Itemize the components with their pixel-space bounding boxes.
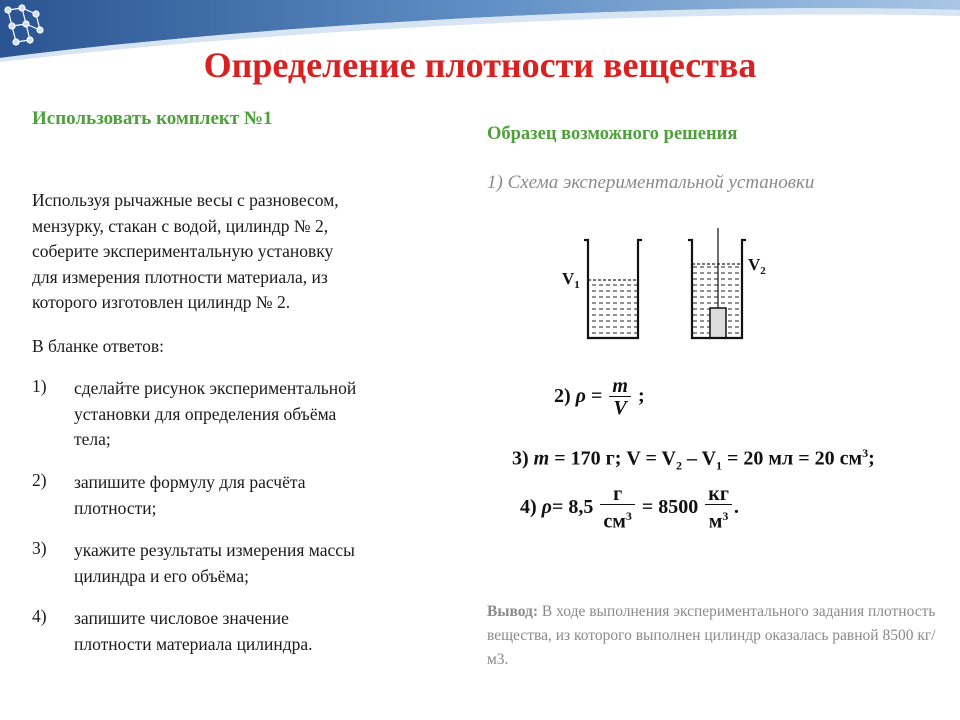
conclusion-label: Вывод:	[487, 603, 539, 620]
text: 3)	[512, 447, 534, 470]
fraction	[705, 484, 732, 533]
mass-symbol: m	[533, 447, 550, 470]
answers-intro: В бланке ответов:	[32, 336, 164, 356]
page-title: Определение плотности вещества	[203, 45, 757, 85]
item-line: запишите числовое значение	[74, 608, 289, 628]
item-line: сделайте рисунок экспериментальной	[74, 378, 357, 398]
denominator: $м^3$	[708, 509, 729, 533]
cylinder	[710, 308, 726, 338]
instruction-line: которого изготовлен цилиндр № 2.	[32, 292, 291, 312]
value: = 8,5	[551, 495, 594, 518]
instructions	[32, 188, 339, 316]
formula-number: 4)	[520, 495, 537, 518]
formula-density	[554, 376, 645, 419]
text: = 170 г; V = V	[549, 447, 676, 470]
item-number: 3)	[32, 538, 47, 558]
label-v2: $V_2$	[748, 255, 766, 277]
item-line: установки для определения объёма	[74, 403, 337, 424]
conclusion-text: В ходе выполнения экспериментального задания плотность вещества, из которого выполнен цилиндр оказалась равной 8500 кг/м3.	[487, 603, 936, 668]
item-line: укажите результаты измерения массы	[74, 540, 355, 560]
fraction	[600, 484, 635, 533]
item-number: 1)	[32, 376, 47, 396]
item-line: плотности;	[74, 497, 157, 518]
instruction-line: Используя рычажные весы с разновесом,	[32, 190, 339, 210]
subscript: 1	[716, 458, 723, 473]
list-item	[74, 470, 434, 521]
list-item	[74, 376, 434, 453]
solution-heading: Образец возможного решения	[487, 124, 738, 144]
conclusion	[487, 600, 937, 672]
instruction-line: соберите экспериментальную установку	[32, 241, 334, 261]
item-line: плотности материала цилиндра.	[74, 633, 313, 654]
numerator: m	[609, 376, 631, 397]
formula-measurements	[512, 446, 875, 474]
item-line: цилиндра и его объёма;	[74, 565, 249, 586]
list-item	[74, 538, 434, 589]
equals: =	[590, 385, 603, 408]
step1-caption: 1) Схема экспериментальной установки	[487, 172, 815, 193]
denominator: V	[613, 397, 627, 419]
formula-number: 2)	[554, 385, 571, 408]
numerator: г	[600, 484, 635, 505]
value: = 8500	[641, 495, 699, 518]
text: = 20 мл = 20 см	[722, 447, 863, 470]
beakers-diagram	[556, 228, 786, 348]
semicolon: ;	[868, 447, 875, 470]
label-v1: $V_1$	[562, 269, 580, 291]
rho-symbol: ρ	[541, 495, 552, 518]
formula-result	[520, 484, 739, 533]
item-number: 2)	[32, 470, 47, 490]
text: – V	[681, 447, 717, 470]
fraction	[609, 376, 631, 419]
rho-symbol: ρ	[575, 385, 586, 408]
kit-heading: Использовать комплект №1	[32, 108, 273, 129]
semicolon: ;	[637, 385, 645, 408]
instruction-line: для измерения плотности материала, из	[32, 266, 328, 287]
water-level-1	[588, 280, 638, 338]
denominator: $см^3$	[603, 509, 632, 533]
item-line: тела;	[74, 429, 111, 449]
subscript: 2	[675, 458, 682, 473]
superscript: 3	[862, 446, 869, 460]
period: .	[733, 495, 739, 518]
item-line: запишите формулу для расчёта	[74, 472, 306, 492]
instruction-line: мензурку, стакан с водой, цилиндр № 2,	[32, 215, 329, 236]
numerator: кг	[705, 484, 732, 505]
item-number: 4)	[32, 606, 47, 626]
list-item	[74, 606, 434, 657]
